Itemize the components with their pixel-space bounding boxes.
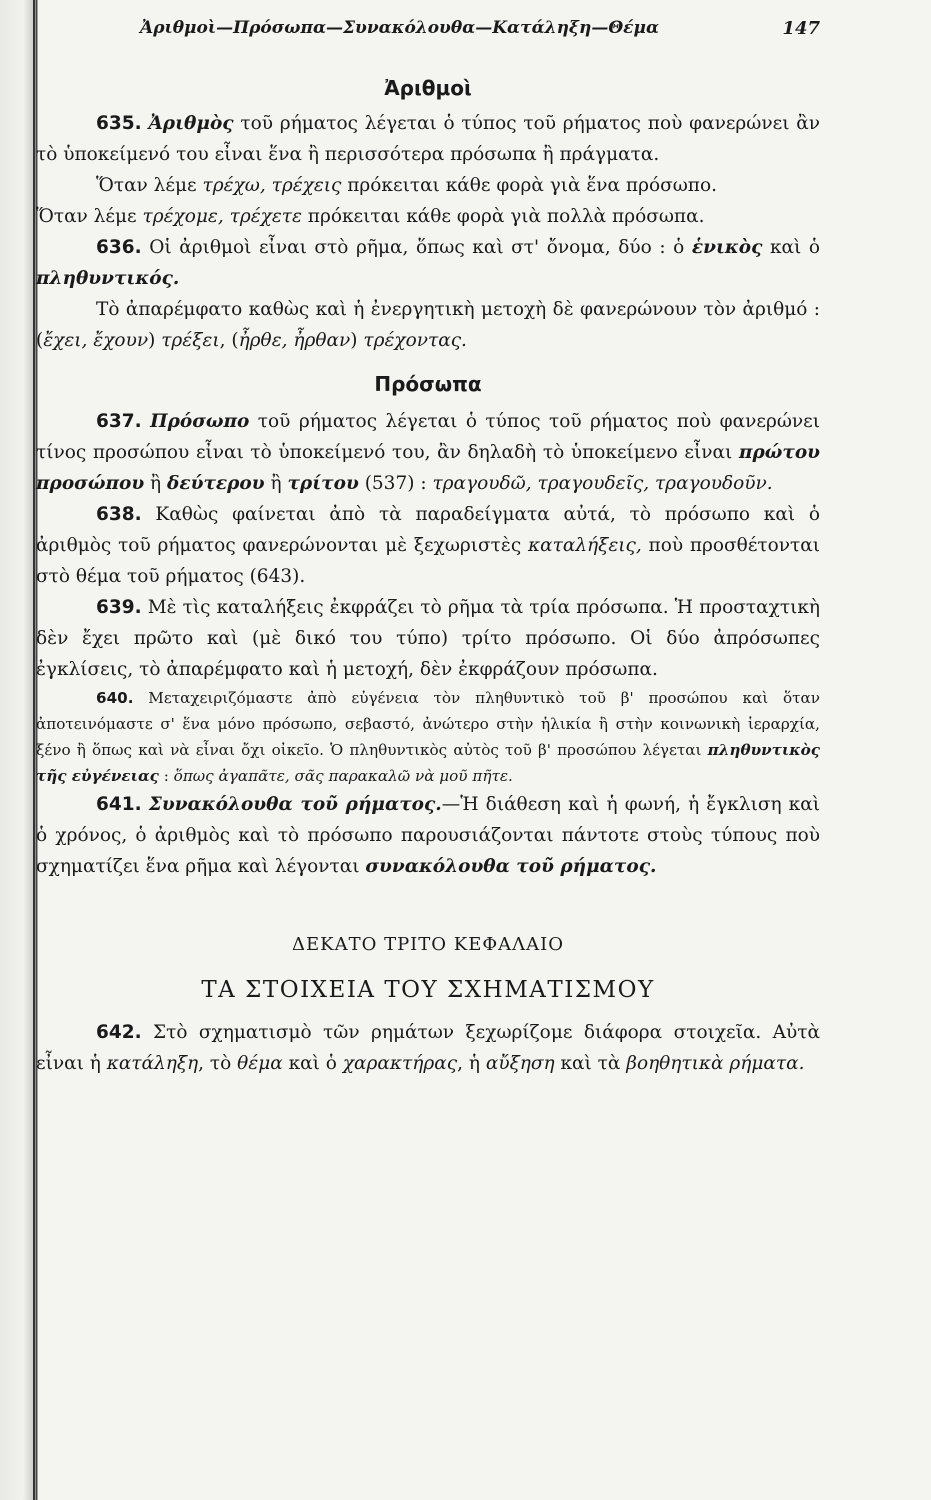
paragraph-number: 636. (96, 237, 142, 258)
paragraph-text: Μὲ τὶς καταλήξεις ἐκφράζει τὸ ρῆμα τὰ τρία πρόσωπα. Ἡ προσταχτικὴ δὲν ἔχει πρῶτο καὶ (μὲ δικό του τύπο) τρίτο πρόσωπο. Οἱ δύο ἀπρόσωπες ἐγκλίσεις, τὸ ἀπαρέμφατο καὶ ἡ μετοχή, δὲν ἐκφράζουν πρόσωπα. (36, 597, 820, 680)
example-words: αὔξηση (485, 1053, 555, 1074)
example-words: τρέχομε, τρέχετε (142, 206, 302, 227)
text-segment: Ὅταν λέμε (96, 175, 203, 196)
example-words: τρέξει (161, 330, 220, 351)
term-number: Ἀριθμὸς (148, 113, 234, 134)
text-segment: Ὅταν λέμε (36, 206, 143, 227)
term-endings: καταλήξεις, (527, 535, 642, 556)
paragraph-number: 639. (96, 597, 142, 618)
text-segment: πρόκειται κάθε φορὰ γιὰ ἕνα πρόσωπο. (341, 175, 717, 196)
book-spine-shadow (33, 0, 35, 1500)
example-words: θέμα (237, 1053, 283, 1074)
section-heading-numbers: Ἀριθμοὶ (384, 76, 472, 100)
example-words: τρέχοντας. (363, 330, 467, 351)
text-segment: Καθὼς φαίνεται ἀπὸ τὰ παραδείγματα αὐτά, τὸ πρόσωπο καὶ ὁ ἀριθμὸς τοῦ ρήματος φανερώνονται μὲ ξεχωριστὲς (36, 504, 820, 556)
term-polite-plural: πληθυντικὸς τῆς εὐγένειας (36, 741, 820, 785)
example-words: τραγουδῶ, τραγουδεῖς, τραγουδοῦν. (432, 473, 773, 494)
paragraph-number: 642. (96, 1022, 142, 1043)
term-second: δεύτερου (167, 473, 265, 494)
chapter-title: ΤΑ ΣΤΟΙΧΕΙΑ ΤΟΥ ΣΧΗΜΑΤΙΣΜΟΥ (201, 977, 655, 1003)
paragraph-text: τοῦ ρήματος λέγεται ὁ τύπος τοῦ ρήματος ποὺ φανερώνει ἂν τὸ ὑποκείμενό του εἶναι ἕνα ἢ περισσότερα πρόσωπα ἢ πράγματα. (36, 113, 820, 165)
paragraph-number: 641. (96, 794, 142, 815)
paragraph-637 (36, 406, 820, 499)
paragraph-642 (36, 1017, 820, 1079)
example-words: χαρακτήρας (342, 1053, 458, 1074)
paragraph-635-example-plural (36, 201, 820, 232)
example-words: κατάληξη (106, 1053, 199, 1074)
paragraph-639 (36, 592, 820, 685)
paragraph-number: 635. (96, 113, 142, 134)
text-segment: πρόκειται κάθε φορὰ γιὰ πολλὰ πρόσωπα. (301, 206, 705, 227)
term-concomitants-end: συνακόλουθα τοῦ ρήματος. (365, 856, 657, 877)
text-segment: (537) : (358, 473, 433, 494)
text-segment: Μεταχειριζόμαστε ἀπὸ εὐγένεια τὸν πληθυντικὸ τοῦ β' προσώπου καὶ ὅταν ἀποτεινόμαστε σ' ἕνα μόνο πρόσωπο, σεβαστό, ἀνώτερο στὴν ἡλικία ἢ στὴν κοινωνικὴ ἱεραρχία, ξένο ἢ ὅπως καὶ νὰ εἶναι ὄχι οἰκεῖο. Ὁ πληθυντικὸς αὐτὸς τοῦ β' προσώπου λέγεται (36, 689, 820, 759)
text-segment: , ἡ (457, 1053, 486, 1074)
example-words: ἦρθε, ἦρθαν (238, 330, 351, 351)
term-singular: ἑνικὸς (691, 237, 763, 258)
term-plural: πληθυντικός. (36, 268, 180, 289)
chapter-number: ΔΕΚΑΤΟ ΤΡΙΤΟ ΚΕΦΑΛΑΙΟ (292, 934, 564, 955)
paragraph-636 (36, 232, 820, 294)
text-segment: , ( (219, 330, 239, 351)
term-third: τρίτου (287, 473, 359, 494)
running-title: Ἀριθμοὶ—Πρόσωπα—Συνακόλουθα—Κατάληξη—Θέμα (140, 18, 660, 38)
text-segment: τοῦ ρήματος λέγεται ὁ τύπος τοῦ ρήματος ποὺ φανερώνει τίνος προσώπου εἶναι τὸ ὑποκείμενό του, ἂν δηλαδὴ τὸ ὑποκείμενο εἶναι (36, 411, 820, 463)
running-header (140, 18, 820, 44)
text-segment: ) (148, 330, 162, 351)
paragraph-number: 638. (96, 504, 142, 525)
text-segment: ποὺ προσθέτονται στὸ θέμα τοῦ ρήματος (643). (36, 535, 821, 587)
example-words: ὅπως ἀγαπᾶτε, σᾶς παρακαλῶ νὰ μοῦ πῆτε. (173, 767, 513, 785)
paragraph-number: 637. (96, 411, 142, 432)
term-first-person: πρώτου προσώπου (36, 442, 820, 494)
paragraph-636-infinitive (36, 294, 820, 356)
example-words: βοηθητικὰ ρήματα. (626, 1053, 805, 1074)
text-segment: καὶ τὰ (554, 1053, 627, 1074)
example-words: ἔχει, ἔχουν (43, 330, 149, 351)
text-segment: καὶ ὁ (282, 1053, 343, 1074)
paragraph-number: 640. (96, 689, 134, 707)
paragraph-635 (36, 108, 820, 170)
paragraph-640 (36, 685, 820, 789)
text-segment: ἢ (144, 473, 168, 494)
text-segment: Τὸ ἀπαρέμφατο καθὼς καὶ ἡ ἐνεργητικὴ μετοχὴ δὲ φανερώνουν τὸν ἀριθμό : ( (36, 299, 820, 351)
term-concomitants: Συνακόλουθα τοῦ ρήματος. (148, 794, 442, 815)
text-segment: Οἱ ἀριθμοὶ εἶναι στὸ ρῆμα, ὅπως καὶ στ' ὄνομα, δύο : ὁ (141, 237, 692, 258)
term-person: Πρόσωπο (150, 411, 250, 432)
paragraph-638 (36, 499, 820, 592)
text-segment: ἢ (264, 473, 288, 494)
text-segment: , τὸ (198, 1053, 238, 1074)
paragraph-641 (36, 789, 820, 882)
text-segment: ) (350, 330, 364, 351)
section-heading-persons: Πρόσωπα (374, 372, 482, 396)
text-segment: : (158, 767, 174, 785)
example-words: τρέχω, τρέχεις (202, 175, 342, 196)
paragraph-635-example-singular (36, 170, 820, 201)
page-number: 147 (782, 18, 820, 39)
paragraph-text: —Ἡ διάθεση καὶ ἡ φωνή, ἡ ἔγκλιση καὶ ὁ χρόνος, ὁ ἀριθμὸς καὶ τὸ πρόσωπο παρουσιάζονται πάντοτε στοὺς τύπους ποὺ σχηματίζει ἕνα ρῆμα καὶ λέγονται (36, 794, 820, 877)
text-segment: καὶ ὁ (762, 237, 820, 258)
text-segment: Στὸ σχηματισμὸ τῶν ρημάτων ξεχωρίζομε διάφορα στοιχεῖα. Αὐτὰ εἶναι ἡ (36, 1022, 820, 1074)
page-body (36, 66, 820, 1079)
